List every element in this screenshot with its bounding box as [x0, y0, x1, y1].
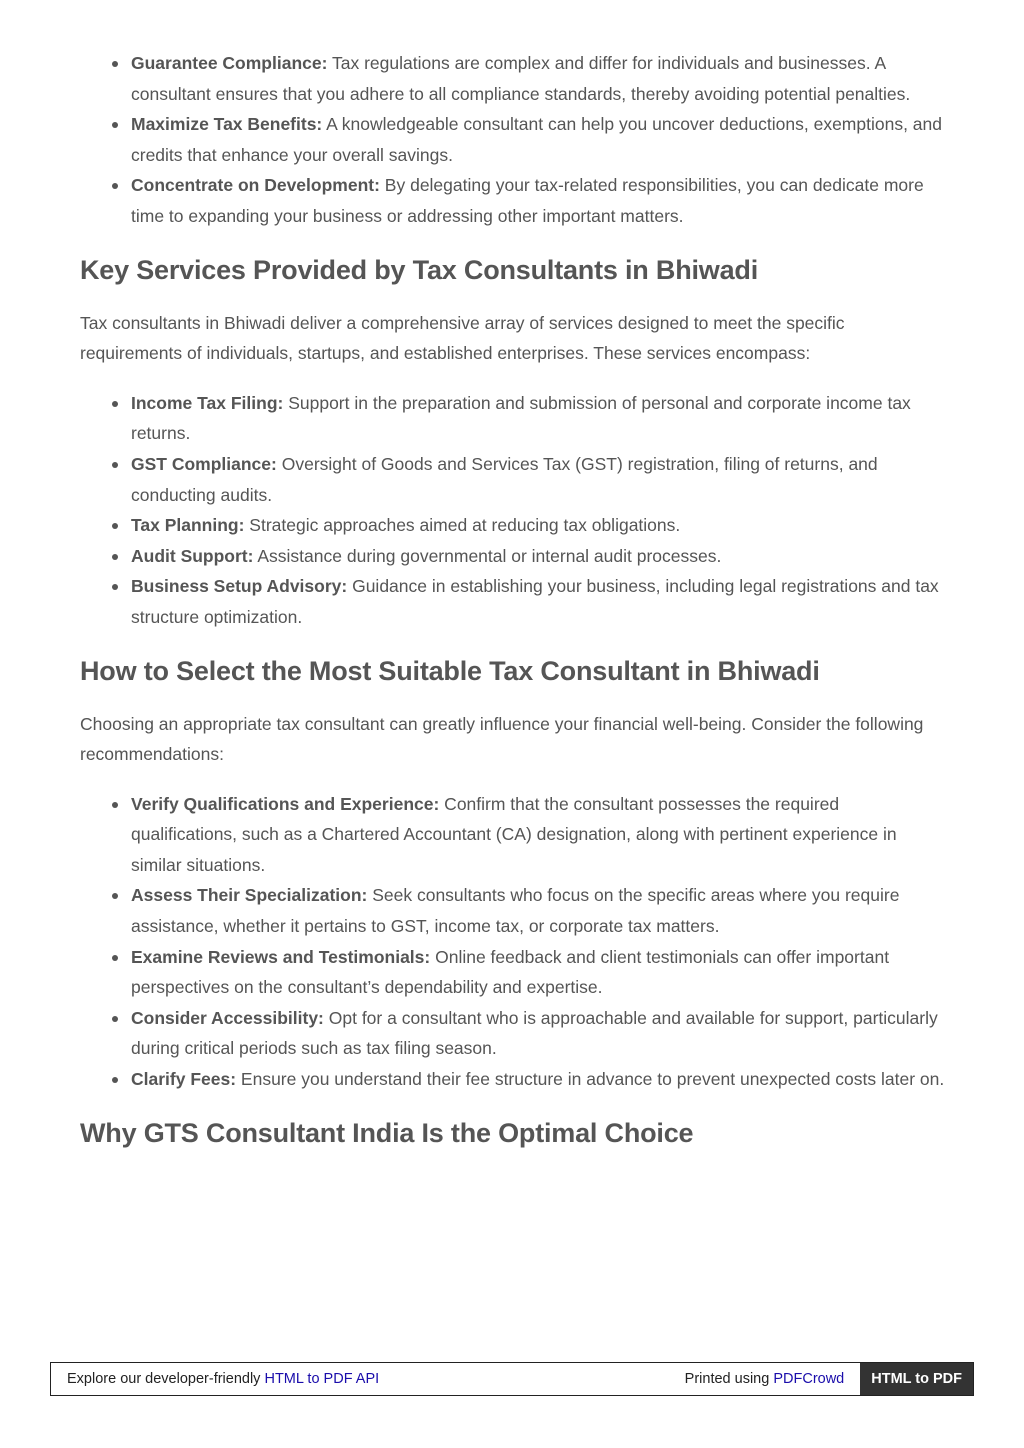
list-item-text: Oversight of Goods and Services Tax (GST) registration, filing of returns, and conducting audits.: [131, 453, 878, 505]
list-item-text: Guidance in establishing your business, including legal registrations and tax structure optimization.: [131, 576, 939, 627]
list-item-term: Audit Support:: [131, 545, 254, 566]
list-item: [131, 571, 946, 632]
list-item-term: Verify Qualifications and Experience:: [131, 793, 440, 814]
html-to-pdf-api-link[interactable]: HTML to PDF API: [264, 1371, 380, 1387]
pdfcrowd-link[interactable]: PDFCrowd: [773, 1371, 845, 1387]
recommendations-list: [80, 789, 946, 1095]
list-item-term: Business Setup Advisory:: [131, 576, 348, 597]
section-intro-select: Choosing an appropriate tax consultant can greatly influence your financial well-being. Consider the following recommendations:: [80, 713, 924, 765]
html-to-pdf-button[interactable]: HTML to PDF: [860, 1363, 973, 1395]
section-heading-why: Why GTS Consultant India Is the Optimal Choice: [80, 1117, 694, 1148]
list-item: [131, 48, 946, 109]
list-item-term: Clarify Fees:: [131, 1069, 237, 1090]
list-item-term: Concentrate on Development:: [131, 175, 380, 196]
list-item-text: Seek consultants who focus on the specific areas where you require assistance, whether it pertains to GST, income tax, or corporate tax matters.: [131, 885, 900, 937]
list-item-term: Tax Planning:: [131, 515, 245, 536]
section-heading-select: How to Select the Most Suitable Tax Consultant in Bhiwadi: [80, 655, 820, 686]
footer-printed-text: Printed using: [684, 1371, 774, 1387]
services-list: [80, 388, 946, 633]
list-item-term: Income Tax Filing:: [131, 392, 284, 413]
section-intro-services: Tax consultants in Bhiwadi deliver a comprehensive array of services designed to meet the specific requirements of individuals, startups, and established enterprises. These services encompass:: [80, 312, 845, 364]
list-item: [131, 942, 946, 1003]
list-item-text: Strategic approaches aimed at reducing tax obligations.: [244, 515, 681, 536]
list-item-text: By delegating your tax-related responsibilities, you can dedicate more time to expanding your business or addressing other important matters.: [131, 175, 924, 226]
list-item: [131, 789, 946, 881]
list-item: [131, 170, 946, 231]
list-item: [131, 1003, 946, 1064]
list-item-term: Consider Accessibility:: [131, 1007, 324, 1028]
list-item: [131, 880, 946, 941]
list-item: [131, 541, 946, 572]
list-item-term: Examine Reviews and Testimonials:: [131, 946, 431, 967]
footer-printed: [685, 1371, 861, 1387]
section-heading-services: Key Services Provided by Tax Consultants in Bhiwadi: [80, 254, 758, 285]
list-item-text: Assistance during governmental or internal audit processes.: [253, 545, 722, 566]
pdfcrowd-footer-banner: [50, 1362, 974, 1396]
list-item: [131, 388, 946, 449]
list-item-text: Opt for a consultant who is approachable and available for support, particularly during critical periods such as tax filing season.: [131, 1007, 938, 1059]
list-item-text: Tax regulations are complex and differ for individuals and businesses. A consultant ensures that you adhere to all compliance standards, thereby avoiding potential penalties.: [131, 53, 911, 104]
list-item-term: Maximize Tax Benefits:: [131, 114, 323, 135]
footer-explore-text: Explore our developer-friendly: [67, 1371, 265, 1387]
list-item-text: Online feedback and client testimonials can offer important perspectives on the consultant’s dependability and expertise.: [131, 946, 890, 998]
list-item: [131, 449, 946, 510]
list-item: [131, 1064, 946, 1095]
list-item-text: Confirm that the consultant possesses the required qualifications, such as a Chartered Accountant (CA) designation, along with pertinent experience in similar situations.: [131, 793, 897, 875]
list-item-term: Assess Their Specialization:: [131, 885, 368, 906]
list-item-text: Support in the preparation and submission of personal and corporate income tax returns.: [131, 392, 911, 444]
list-item-text: Ensure you understand their fee structure in advance to prevent unexpected costs later on.: [236, 1069, 945, 1090]
article-content: [80, 48, 946, 1150]
footer-explore: [51, 1371, 685, 1387]
list-item-term: Guarantee Compliance:: [131, 53, 328, 73]
list-item-term: GST Compliance:: [131, 453, 277, 474]
benefits-list: [80, 48, 946, 232]
list-item-text: A knowledgeable consultant can help you uncover deductions, exemptions, and credits that enhance your overall savings.: [131, 114, 942, 165]
list-item: [131, 109, 946, 170]
list-item: [131, 510, 946, 541]
